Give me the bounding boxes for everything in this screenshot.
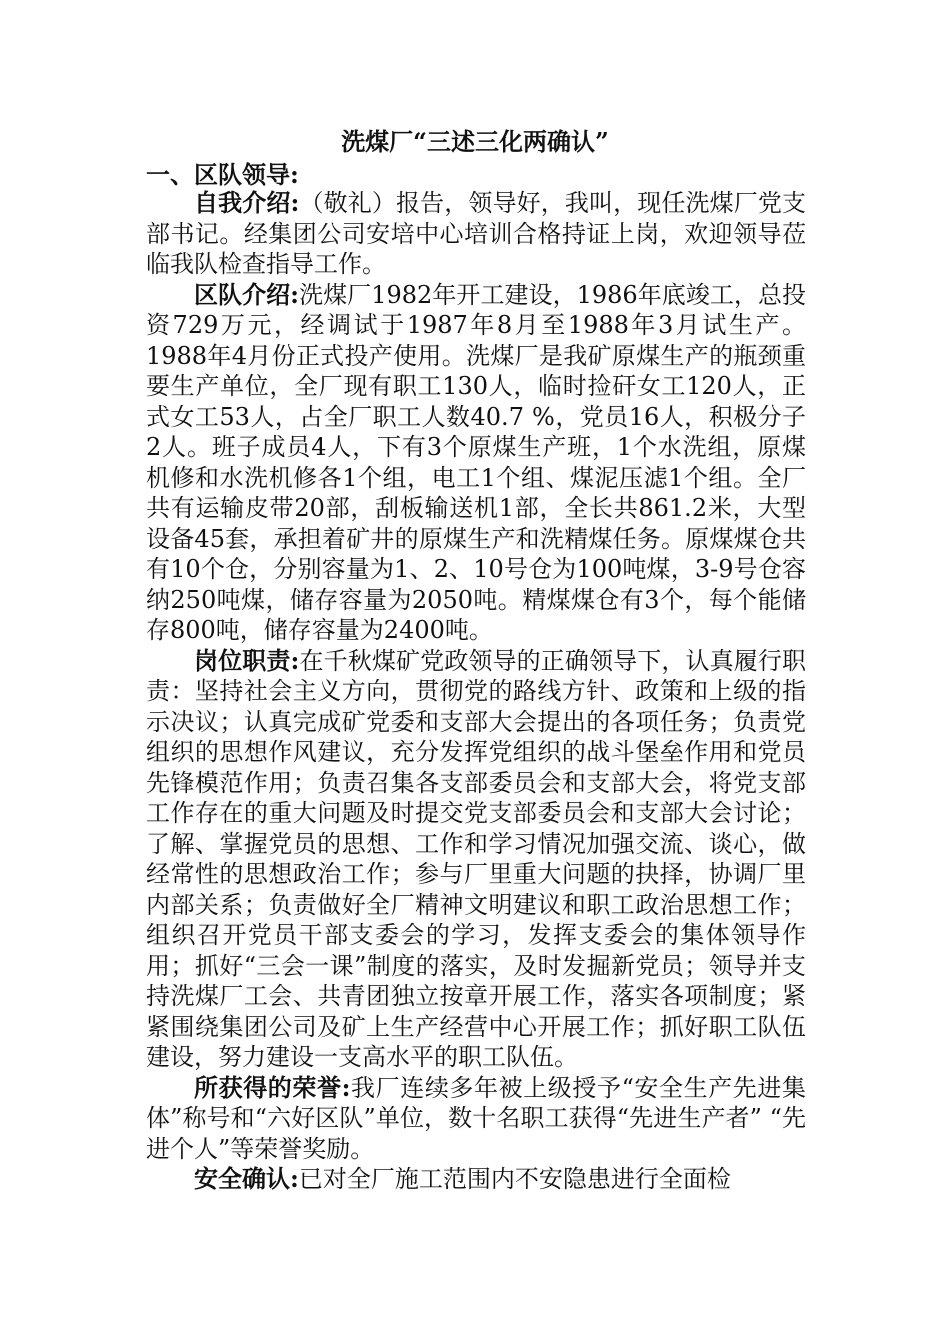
paragraph-duties bbox=[146, 646, 806, 1073]
paragraph-lead: 所获得的荣誉: bbox=[194, 1072, 351, 1102]
paragraph-text: 洗煤厂1982年开工建设，1986年底竣工，总投资729万元，经调试于1987年8月至1988年3月试生产。1988年4月份正式投产使用。洗煤厂是我矿原煤生产的瓶颈重要生产单位，全厂现有职工130人，临时捡矸女工120人，正式女工53人，占全厂职工人数40.7 %，党员16人，积极分子2人。班子成员4人，下有3个原煤生产班，1个水洗组，原煤机修和水洗机修各1个组，电工1个组、煤泥压滤1个组。全厂共有运输皮带20部，刮板输送机1部，全长共861.2米，大型设备45套，承担着矿井的原煤生产和洗精煤任务。原煤煤仓共有10个仓，分别容量为1、2、10号仓为100吨煤，3-9号仓容纳250吨煤，储存容量为2050吨。精煤煤仓有3个，每个能储存800吨，储存容量为2400吨。 bbox=[146, 280, 807, 644]
paragraph-self-introduction bbox=[146, 188, 806, 280]
paragraph-text: 在千秋煤矿党政领导的正确领导下，认真履行职责：坚持社会主义方向，贯彻党的路线方针、政策和上级的指示决议；认真完成矿党委和支部大会提出的各项任务；负责党组织的思想作风建议，充分发挥党组织的战斗堡垒作用和党员先锋模范作用；负责召集各支部委员会和支部大会，将党支部工作存在的重大问题及时提交党支部委员会和支部大会讨论；了解、掌握党员的思想、工作和学习情况加强交流、谈心，做经常性的思想政治工作；参与厂里重大问题的抉择，协调厂里内部关系；负责做好全厂精神文明建议和职工政治思想工作；组织召开党员干部支委会的学习，发挥支委会的集体领导作用；抓好“三会一课”制度的落实，及时发掘新党员；领导并支持洗煤厂工会、共青团独立按章开展工作，落实各项制度；紧紧围绕集团公司及矿上生产经营中心开展工作；抓好职工队伍建设，努力建设一支高水平的职工队伍。 bbox=[146, 646, 807, 1071]
paragraph-lead: 自我介绍: bbox=[194, 188, 300, 217]
paragraph-team-introduction bbox=[146, 280, 806, 646]
section-heading: 一、区队领导: bbox=[146, 160, 299, 189]
paragraph-text: （敬礼）报告，领导好，我叫，现任洗煤厂党支部书记。经集团公司安培中心培训合格持证上岗，欢迎领导莅临我队检查指导工作。 bbox=[146, 189, 807, 278]
paragraph-text: 已对全厂施工范围内不安隐患进行全面检 bbox=[298, 1165, 731, 1193]
document-body bbox=[146, 188, 806, 1195]
paragraph-text: 我厂连续多年被上级授予“安全生产先进集体”称号和“六好区队”单位，数十名职工获得“先进生产者” “先进个人”等荣誉奖励。 bbox=[146, 1073, 806, 1163]
paragraph-honors bbox=[146, 1073, 806, 1165]
document-title: 洗煤厂“三述三化两确认” bbox=[341, 127, 609, 156]
paragraph-lead: 区队介绍: bbox=[194, 279, 300, 309]
paragraph-lead: 安全确认: bbox=[194, 1164, 299, 1193]
paragraph-safety-confirmation bbox=[146, 1164, 806, 1195]
paragraph-lead: 岗位职责: bbox=[194, 645, 300, 675]
